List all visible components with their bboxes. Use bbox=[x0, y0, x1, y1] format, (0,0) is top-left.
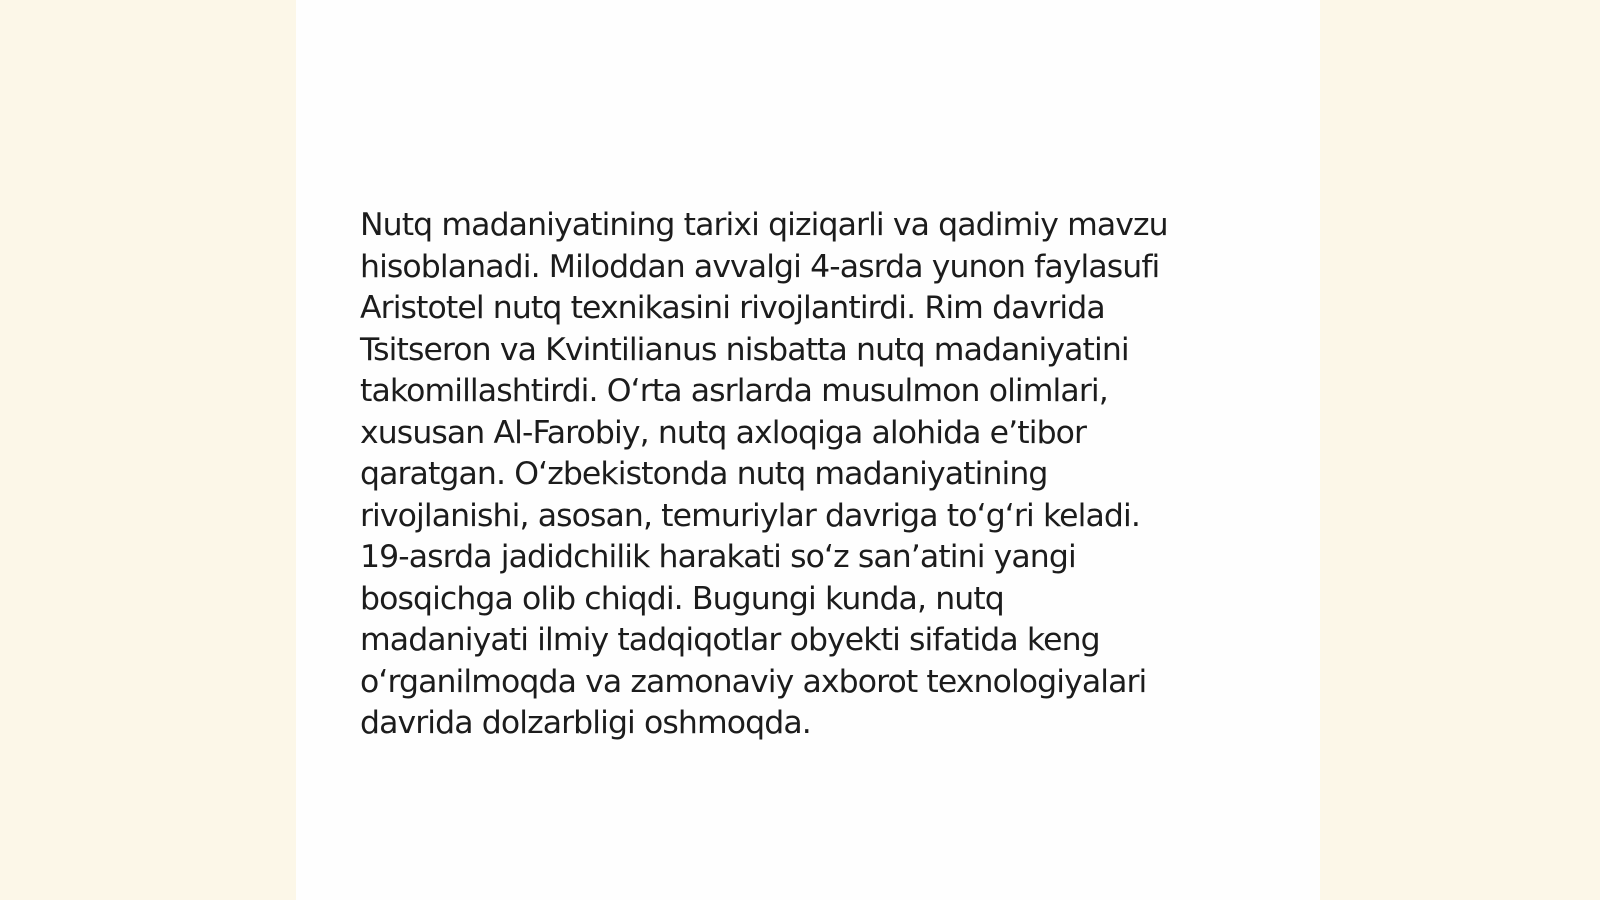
text-line-10: bosqichga olib chiqdi. Bugungi kunda, nutq bbox=[360, 580, 1004, 617]
text-line-12: o‘rganilmoqda va zamonaviy axborot texnologiyalari bbox=[360, 663, 1147, 700]
text-line-2: hisoblanadi. Miloddan avvalgi 4-asrda yunon faylasufi bbox=[360, 248, 1160, 285]
text-line-9: 19-asrda jadidchilik harakati so‘z san’atini yangi bbox=[360, 539, 1076, 575]
right-background-panel bbox=[1320, 0, 1600, 900]
left-background-panel bbox=[0, 0, 296, 900]
text-line-5: takomillashtirdi. O‘rta asrlarda musulmon olimlari, bbox=[360, 373, 1108, 409]
text-line-4: Tsitseron va Kvintilianus nisbatta nutq madaniyatini bbox=[360, 331, 1129, 368]
text-line-1: Nutq madaniyatining tarixi qiziqarli va qadimiy mavzu bbox=[360, 207, 1168, 243]
slide-body-text bbox=[360, 205, 1260, 745]
text-line-13: davrida dolzarbligi oshmoqda. bbox=[360, 705, 811, 741]
slide bbox=[296, 0, 1320, 900]
text-line-6: xususan Al-Farobiy, nutq axloqiga alohida e’tibor bbox=[360, 414, 1087, 451]
text-line-11: madaniyati ilmiy tadqiqotlar obyekti sifatida keng bbox=[360, 622, 1100, 658]
text-line-7: qaratgan. O‘zbekistonda nutq madaniyatining bbox=[360, 456, 1048, 492]
text-line-8: rivojlanishi, asosan, temuriylar davriga to‘g‘ri keladi. bbox=[360, 497, 1140, 534]
text-line-3: Aristotel nutq texnikasini rivojlantirdi. Rim davrida bbox=[360, 290, 1105, 326]
